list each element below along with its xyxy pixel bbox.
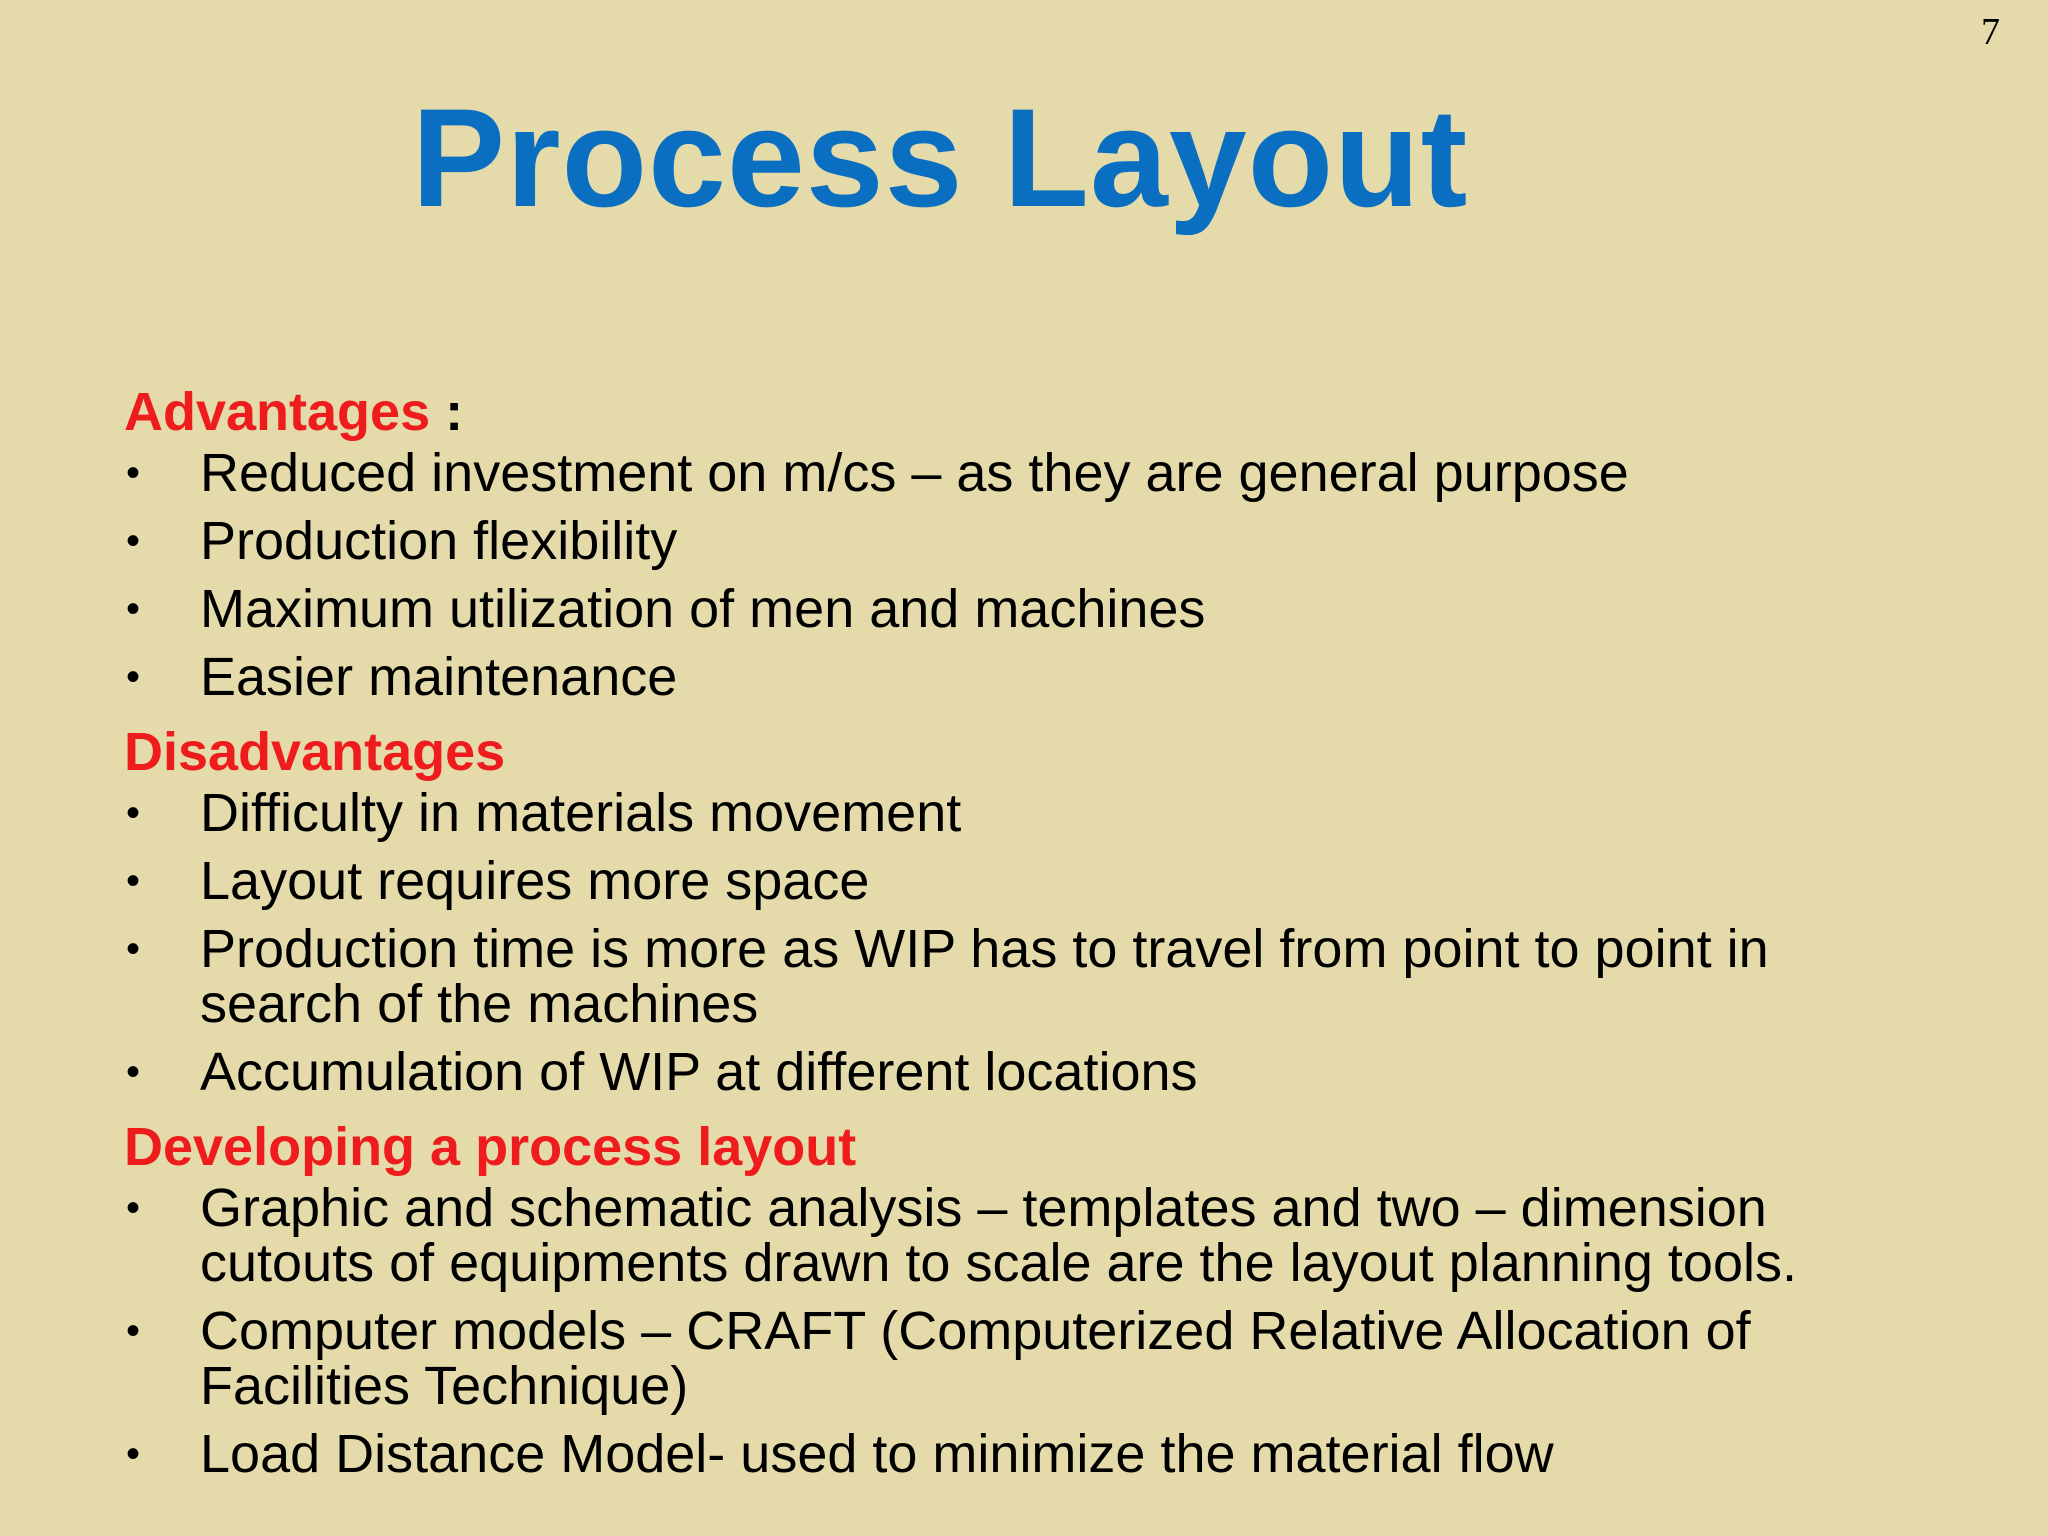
bullet-icon: •	[126, 791, 141, 835]
bullet-icon: •	[126, 587, 141, 631]
list-item	[124, 511, 1944, 571]
bullet-icon: •	[126, 859, 141, 903]
section-heading	[124, 718, 1944, 786]
bullet-list	[124, 1178, 1944, 1484]
list-item	[124, 919, 1944, 1034]
list-item	[124, 443, 1944, 503]
bullet-icon: •	[126, 519, 141, 563]
list-item-text: Production flexibility	[200, 511, 678, 571]
section-heading-colon: :	[430, 382, 464, 442]
bullet-icon: •	[126, 1432, 141, 1476]
bullet-list	[124, 783, 1944, 1102]
bullet-icon: •	[126, 1050, 141, 1094]
list-item	[124, 1301, 1944, 1416]
list-item-text: Graphic and schematic analysis – templates and two – dimension cutouts of equipments drawn to scale are the layout planning tools.	[200, 1178, 1797, 1293]
bullet-list	[124, 443, 1944, 707]
section-developing-process-layout	[124, 1113, 1944, 1482]
section-advantages	[124, 378, 1944, 705]
list-item	[124, 1042, 1944, 1102]
list-item-text: Easier maintenance	[200, 647, 678, 707]
list-item-text: Difficulty in materials movement	[200, 783, 962, 843]
list-item	[124, 783, 1944, 843]
list-item	[124, 647, 1944, 707]
section-heading-text: Advantages	[124, 382, 431, 442]
list-item-text: Production time is more as WIP has to travel from point to point in search of the machines	[200, 919, 1769, 1034]
list-item-text: Computer models – CRAFT (Computerized Relative Allocation of Facilities Technique)	[200, 1301, 1751, 1416]
bullet-icon: •	[126, 927, 141, 971]
page-number: 7	[1981, 11, 2000, 53]
list-item-text: Load Distance Model- used to minimize the material flow	[200, 1424, 1554, 1484]
section-heading-text: Disadvantages	[124, 722, 506, 782]
section-disadvantages	[124, 718, 1944, 1100]
slide-content	[124, 378, 1944, 1495]
bullet-icon: •	[126, 451, 141, 495]
bullet-icon: •	[126, 655, 141, 699]
slide-title: Process Layout	[411, 79, 1469, 236]
list-item	[124, 579, 1944, 639]
list-item	[124, 851, 1944, 911]
bullet-icon: •	[126, 1186, 141, 1230]
list-item	[124, 1424, 1944, 1484]
section-heading-text: Developing a process layout	[124, 1117, 857, 1177]
section-heading	[124, 378, 1944, 446]
bullet-icon: •	[126, 1309, 141, 1353]
list-item-text: Accumulation of WIP at different locations	[200, 1042, 1198, 1102]
list-item	[124, 1178, 1944, 1293]
list-item-text: Layout requires more space	[200, 851, 870, 911]
list-item-text: Maximum utilization of men and machines	[200, 579, 1206, 639]
list-item-text: Reduced investment on m/cs – as they are general purpose	[200, 443, 1629, 503]
section-heading	[124, 1113, 1944, 1181]
